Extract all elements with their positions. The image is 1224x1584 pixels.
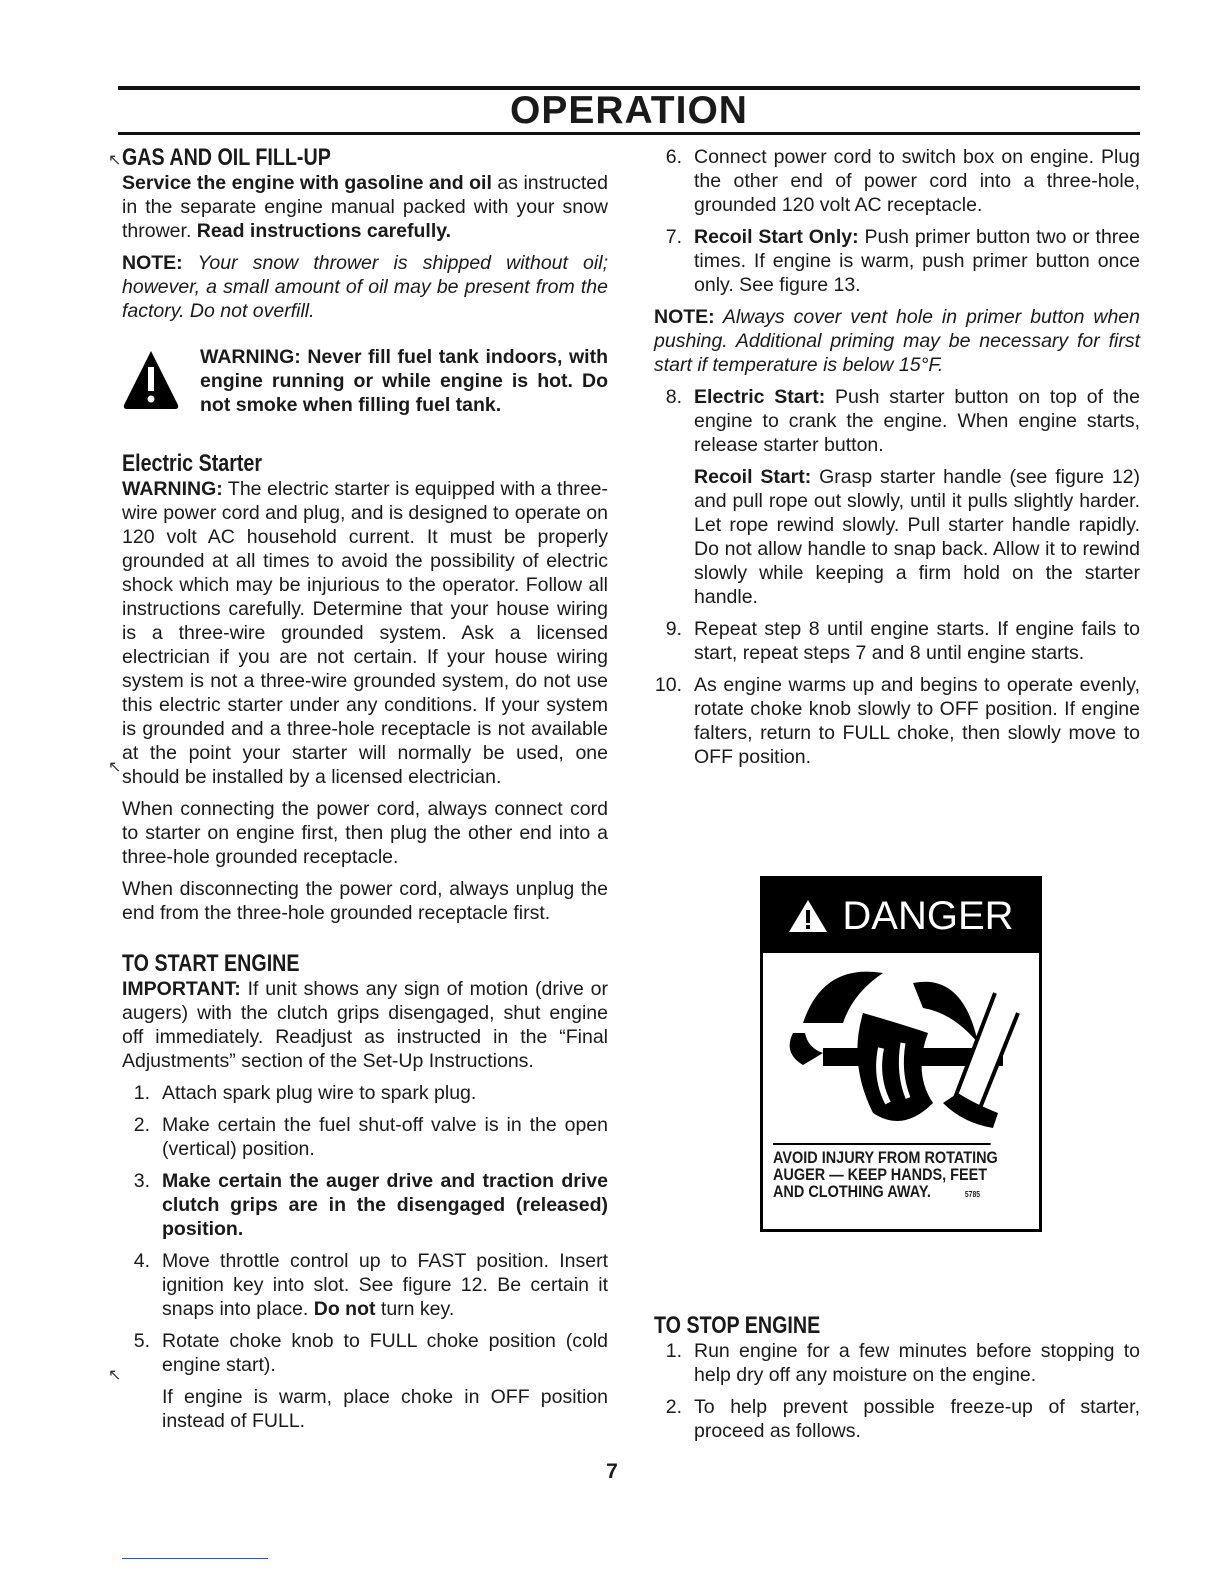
step8-label: Electric Start:	[694, 386, 826, 408]
danger-label	[760, 876, 1042, 1232]
right-column	[654, 145, 1140, 777]
step-number: 1.	[133, 1082, 150, 1104]
important-paragraph	[122, 977, 608, 1073]
list-item	[654, 225, 1140, 297]
step4-text-a: Move throttle control up to FAST position. Insert ignition key into slot. See figure 12. Be certain it snaps into place.	[162, 1250, 608, 1320]
margin-mark-icon: ↖	[108, 1367, 122, 1384]
step-number: 9.	[665, 618, 682, 640]
auger-hand-hazard-icon	[763, 953, 1039, 1143]
electric-warning-paragraph	[122, 477, 608, 789]
list-item	[654, 617, 1140, 665]
section-heading-electric-starter: Electric Starter	[122, 450, 263, 477]
step-number: 4.	[133, 1250, 150, 1272]
step8-text: Push starter button on top of the engine to crank the engine. When engine starts, release starter button.	[694, 386, 1140, 456]
margin-mark-icon: ↖	[108, 152, 122, 169]
step-text	[694, 225, 1140, 297]
fuel-warning-text: WARNING: Never fill fuel tank indoors, with engine running or while engine is hot. Do not smoke when filling fuel tank.	[200, 346, 608, 416]
step-number: 8.	[665, 386, 682, 408]
primer-note	[654, 305, 1140, 377]
section-heading-gas-oil: GAS AND OIL FILL-UP	[122, 144, 331, 171]
step-text: Run engine for a few minutes before stopping to help dry off any moisture on the engine.	[694, 1340, 1140, 1386]
list-item	[122, 1249, 608, 1321]
step-text	[694, 385, 1140, 609]
step8-paragraph	[694, 385, 1140, 457]
warning-triangle-icon	[788, 899, 828, 933]
read-instructions-bold: Read instructions carefully.	[196, 220, 452, 242]
note-label: NOTE:	[122, 252, 183, 274]
step-text	[162, 1249, 608, 1321]
step-text: Connect power cord to switch box on engine. Plug the other end of power cord into a three-hole, grounded 120 volt AC receptacle.	[694, 146, 1140, 216]
step4-bold: Do not	[313, 1298, 376, 1320]
fuel-warning	[122, 345, 608, 417]
list-item	[654, 385, 1140, 609]
primer-note-text: Always cover vent hole in primer button when pushing. Additional priming may be necessary for first start if temperature is below 15°F.	[654, 306, 1140, 376]
recoil-text: Grasp starter handle (see figure 12) and pull rope out slowly, until it pulls slightly harder. Let rope rewind slowly. Pull starter handle rapidly. Do not allow handle to snap back. Allow it to rewind slowly while keeping a firm hold on the starter handle.	[694, 466, 1140, 608]
recoil-label: Recoil Start:	[694, 466, 812, 488]
danger-header	[763, 879, 1039, 953]
step-text: Make certain the auger drive and traction drive clutch grips are in the disengaged (released) position.	[162, 1170, 608, 1240]
warning-triangle-icon	[122, 349, 180, 411]
danger-heading: DANGER	[842, 893, 1014, 938]
start-steps-right-continued	[654, 385, 1140, 769]
step-number: 2.	[133, 1114, 150, 1136]
step-number: 7.	[665, 226, 682, 248]
page-title: OPERATION	[510, 89, 748, 132]
list-item	[654, 673, 1140, 769]
danger-caption-line3: AND CLOTHING AWAY.	[773, 1182, 931, 1201]
footer-line	[122, 1558, 268, 1559]
step-number: 1.	[665, 1340, 682, 1362]
oil-note	[122, 251, 608, 323]
step-number: 5.	[133, 1330, 150, 1352]
list-item	[122, 1113, 608, 1161]
stop-steps	[654, 1339, 1140, 1443]
service-rest: as instructed in the separate engine manual packed with your snow thrower.	[122, 172, 608, 242]
step5-text: Rotate choke knob to FULL choke position (cold engine start).	[162, 1330, 608, 1376]
step-number: 2.	[665, 1396, 682, 1418]
danger-caption	[773, 1143, 998, 1203]
step7-label: Recoil Start Only:	[694, 226, 859, 248]
left-column	[122, 145, 608, 1441]
list-item	[122, 1081, 608, 1105]
important-label: IMPORTANT:	[122, 978, 241, 1000]
step-text: Make certain the fuel shut-off valve is in the open (vertical) position.	[162, 1114, 608, 1160]
danger-caption-line: AVOID INJURY FROM ROTATING	[773, 1148, 998, 1167]
step-number: 6.	[665, 146, 682, 168]
step7-text: Push primer button two or three times. If engine is warm, push primer button once only. See figure 13.	[694, 226, 1140, 296]
step4-text-b: turn key.	[375, 1298, 455, 1320]
connect-paragraph: When connecting the power cord, always connect cord to starter on engine first, then plug the other end into a three-hole grounded receptacle.	[122, 798, 608, 868]
primer-note-label: NOTE:	[654, 306, 715, 328]
step-number: 10.	[654, 674, 682, 696]
list-item	[654, 1395, 1140, 1443]
start-steps-left	[122, 1081, 608, 1433]
step-text: As engine warms up and begins to operate evenly, rotate choke knob slowly to OFF position. If engine falters, return to FULL choke, then slowly move to OFF position.	[694, 674, 1140, 768]
step-text: Repeat step 8 until engine starts. If engine fails to start, repeat steps 7 and 8 until engine starts.	[694, 618, 1140, 664]
margin-mark-icon: ↖	[108, 759, 122, 776]
electric-warning-label: WARNING:	[122, 478, 223, 500]
service-bold: Service the engine with gasoline and oil	[122, 172, 492, 194]
page-number: 7	[606, 1460, 618, 1483]
step5-warm-text: If engine is warm, place choke in OFF position instead of FULL.	[162, 1386, 608, 1432]
step-text: To help prevent possible freeze-up of starter, proceed as follows.	[694, 1396, 1140, 1442]
list-item	[654, 145, 1140, 217]
danger-code: 5785	[964, 1190, 981, 1199]
important-text: If unit shows any sign of motion (drive or augers) with the clutch grips disengaged, shut engine off immediately. Readjust as instructed in the “Final Adjustments” section of the Set-Up Instructions.	[122, 978, 608, 1072]
start-steps-right	[654, 145, 1140, 297]
step-number: 3.	[133, 1170, 150, 1192]
section-heading-stop-engine: TO STOP ENGINE	[654, 1312, 821, 1339]
step-text	[162, 1329, 608, 1433]
service-paragraph	[122, 171, 608, 243]
section-heading-start-engine: TO START ENGINE	[122, 950, 300, 977]
recoil-paragraph	[694, 465, 1140, 609]
note-text: Your snow thrower is shipped without oil; however, a small amount of oil may be present from the factory. Do not overfill.	[122, 252, 608, 322]
header-rule-bottom	[118, 132, 1140, 135]
list-item	[122, 1329, 608, 1433]
electric-warning-text: The electric starter is equipped with a three-wire power cord and plug, and is designed to operate on 120 volt AC household current. It must be properly grounded at all times to avoid the possibility of electric shock which may be injurious to the operator. Follow all instructions carefully. Determine that your house wiring is a three-wire grounded system. Ask a licensed electrician if you are not certain. If your house wiring system is not a three-wire grounded system, do not use this electric starter under any conditions. If your system is grounded and a three-hole receptacle is not available at the point your starter will normally be used, one should be installed by a licensed electrician.	[122, 478, 608, 788]
list-item	[654, 1339, 1140, 1387]
disconnect-paragraph: When disconnecting the power cord, always unplug the end from the three-hole grounded receptacle first.	[122, 878, 608, 924]
list-item	[122, 1169, 608, 1241]
danger-caption-line: AUGER — KEEP HANDS, FEET	[773, 1165, 988, 1184]
danger-caption-line	[773, 1183, 991, 1203]
step-text: Attach spark plug wire to spark plug.	[162, 1082, 477, 1104]
stop-engine-section	[654, 1313, 1140, 1451]
